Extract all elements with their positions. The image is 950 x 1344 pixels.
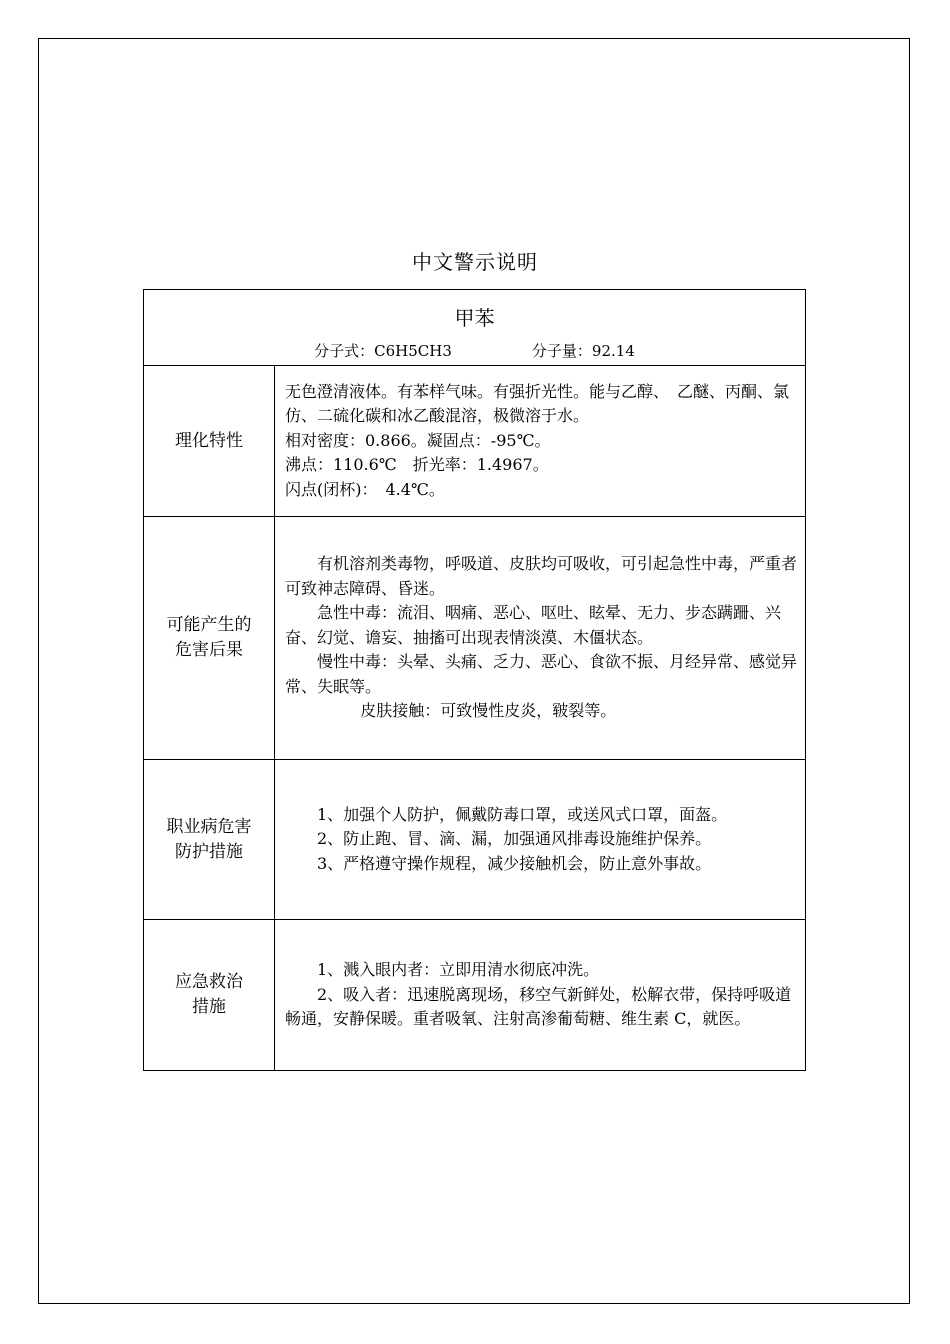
section-label-line: 危害后果 xyxy=(175,640,243,660)
chemical-name: 甲苯 xyxy=(454,306,495,330)
section-paragraph: 3、严格遵守操作规程，减少接触机会，防止意外事故。 xyxy=(317,853,712,873)
section-paragraph: 相对密度：0.866。凝固点：-95℃。 xyxy=(285,430,551,450)
section-label xyxy=(144,366,275,517)
section-paragraph: 闪点(闭杯)： 4.4℃。 xyxy=(285,479,445,499)
section-content xyxy=(275,366,806,517)
section-row-first-aid xyxy=(144,920,806,1071)
section-paragraph: 2、吸入者：迅速脱离现场，移空气新鲜处，松解衣带，保持呼吸道畅通，安静保暖。重者吸氧、注射高渗葡萄糖、维生素 C，就医。 xyxy=(285,984,792,1029)
section-label-line: 措施 xyxy=(192,997,226,1017)
section-label-line: 应急救治 xyxy=(175,972,243,992)
section-paragraph: 皮肤接触：可致慢性皮炎，皲裂等。 xyxy=(360,701,617,721)
section-label-line: 理化特性 xyxy=(175,430,243,451)
document-title: 中文警示说明 xyxy=(412,250,538,274)
warning-table xyxy=(143,289,806,1071)
formula-line xyxy=(144,340,805,361)
section-content xyxy=(275,920,806,1071)
section-paragraph: 2、防止跑、冒、滴、漏，加强通风排毒设施维护保养。 xyxy=(317,829,712,849)
section-paragraph: 1、加强个人防护，佩戴防毒口罩，或送风式口罩，面盔。 xyxy=(317,804,728,824)
section-paragraph: 无色澄清液体。有苯样气味。有强折光性。能与乙醇、 乙醚、丙酮、氯仿、二硫化碳和冰乙酸混溶，极微溶于水。 xyxy=(285,381,790,426)
section-paragraph: 有机溶剂类毒物，呼吸道、皮肤均可吸收，可引起急性中毒，严重者可致神志障碍、昏迷。 xyxy=(285,554,798,598)
section-row-hazards xyxy=(144,517,806,760)
formula-value: C6H5CH3 xyxy=(374,342,452,360)
header-row xyxy=(144,290,806,366)
section-label xyxy=(144,517,275,760)
section-content xyxy=(275,760,806,920)
section-paragraph: 慢性中毒：头晕、头痛、乏力、恶心、食欲不振、月经异常、感觉异常、失眠等。 xyxy=(285,652,798,696)
header-cell xyxy=(144,290,806,366)
section-paragraph: 1、溅入眼内者：立即用清水彻底冲洗。 xyxy=(317,960,600,980)
section-paragraph: 急性中毒：流泪、咽痛、恶心、呕吐、眩晕、无力、步态蹒跚、兴奋、幻觉、谵妄、抽搐可出现表情淡漠、木僵状态。 xyxy=(285,603,782,647)
section-label-line: 防护措施 xyxy=(175,841,243,862)
section-label xyxy=(144,920,275,1071)
section-label xyxy=(144,760,275,920)
formula-label: 分子式： xyxy=(314,342,375,360)
section-row-properties xyxy=(144,366,806,517)
section-label-line: 职业病危害 xyxy=(166,816,252,837)
section-label-line: 可能产生的 xyxy=(166,615,252,635)
section-row-protection xyxy=(144,760,806,920)
weight-label: 分子量： xyxy=(531,342,592,360)
section-content xyxy=(275,517,806,760)
section-paragraph: 沸点：110.6℃ 折光率：1.4967。 xyxy=(285,455,549,475)
weight-value: 92.14 xyxy=(591,342,635,360)
